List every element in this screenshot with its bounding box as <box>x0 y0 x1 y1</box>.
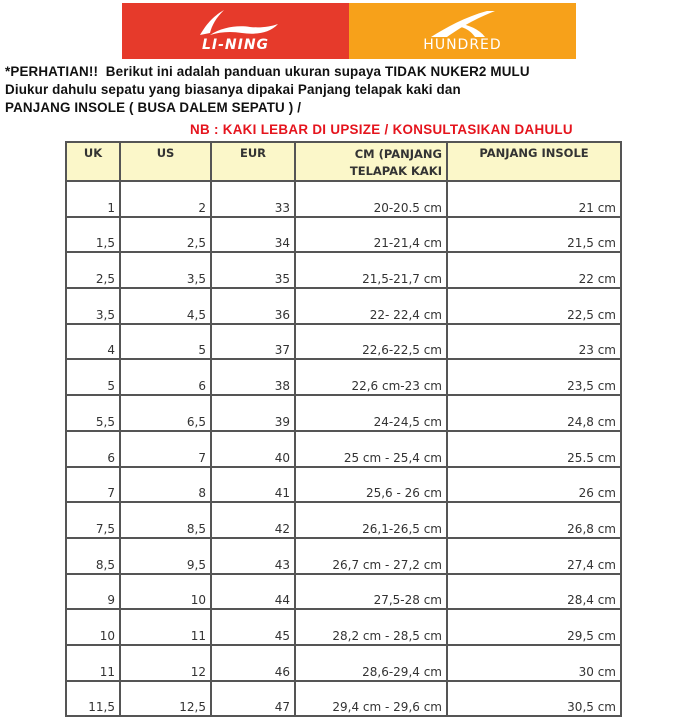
cell-us: 6,5 <box>120 395 211 431</box>
notice-line: Diukur dahulu sepatu yang biasanya dipakai Panjang telapak kaki dan <box>5 82 461 97</box>
cell-us: 11 <box>120 609 211 645</box>
cell-eur: 44 <box>211 574 295 610</box>
cell-eur: 46 <box>211 645 295 681</box>
cell-us: 8 <box>120 467 211 503</box>
cell-cm: 20-20.5 cm <box>295 181 447 217</box>
table-row <box>66 538 621 574</box>
cell-uk: 1,5 <box>66 217 120 253</box>
cell-uk: 2,5 <box>66 252 120 288</box>
cell-eur: 33 <box>211 181 295 217</box>
cell-uk: 8,5 <box>66 538 120 574</box>
cell-us: 4,5 <box>120 288 211 324</box>
brand-hundred <box>349 3 576 59</box>
cell-uk: 11 <box>66 645 120 681</box>
header-insole-length: PANJANG INSOLE <box>447 142 621 181</box>
table-row <box>66 181 621 217</box>
cell-insole: 26,8 cm <box>447 502 621 538</box>
cell-insole: 21 cm <box>447 181 621 217</box>
cell-insole: 22,5 cm <box>447 288 621 324</box>
cell-insole: 28,4 cm <box>447 574 621 610</box>
cell-cm: 22,6 cm-23 cm <box>295 359 447 395</box>
notice-line: PANJANG INSOLE ( BUSA DALEM SEPATU ) / <box>5 100 302 115</box>
cell-eur: 38 <box>211 359 295 395</box>
cell-uk: 10 <box>66 609 120 645</box>
table-row <box>66 681 621 717</box>
cell-eur: 39 <box>211 395 295 431</box>
cell-us: 10 <box>120 574 211 610</box>
cell-insole: 23 cm <box>447 324 621 360</box>
cell-insole: 23,5 cm <box>447 359 621 395</box>
cell-cm: 21-21,4 cm <box>295 217 447 253</box>
cell-cm: 28,2 cm - 28,5 cm <box>295 609 447 645</box>
table-row <box>66 288 621 324</box>
brand-li-ning <box>122 3 349 59</box>
cell-us: 12 <box>120 645 211 681</box>
cell-eur: 45 <box>211 609 295 645</box>
cell-uk: 4 <box>66 324 120 360</box>
brand-banner <box>122 3 576 59</box>
cell-uk: 5,5 <box>66 395 120 431</box>
cell-insole: 27,4 cm <box>447 538 621 574</box>
cell-uk: 1 <box>66 181 120 217</box>
cell-eur: 40 <box>211 431 295 467</box>
nb-warning: NB : KAKI LEBAR DI UPSIZE / KONSULTASIKAN DAHULU <box>190 122 573 137</box>
cell-uk: 7,5 <box>66 502 120 538</box>
cell-insole: 24,8 cm <box>447 395 621 431</box>
cell-cm: 21,5-21,7 cm <box>295 252 447 288</box>
cell-insole: 26 cm <box>447 467 621 503</box>
cell-us: 5 <box>120 324 211 360</box>
hundred-logo-icon <box>417 7 509 37</box>
header-uk: UK <box>66 142 120 181</box>
cell-us: 2 <box>120 181 211 217</box>
table-row <box>66 252 621 288</box>
cell-insole: 30 cm <box>447 645 621 681</box>
table-row <box>66 217 621 253</box>
table-row <box>66 431 621 467</box>
cell-cm: 25 cm - 25,4 cm <box>295 431 447 467</box>
cell-us: 12,5 <box>120 681 211 717</box>
cell-eur: 36 <box>211 288 295 324</box>
cell-eur: 43 <box>211 538 295 574</box>
cell-eur: 35 <box>211 252 295 288</box>
li-ning-logo-icon <box>190 7 282 37</box>
cell-cm: 25,6 - 26 cm <box>295 467 447 503</box>
cell-us: 7 <box>120 431 211 467</box>
table-row <box>66 574 621 610</box>
cell-uk: 6 <box>66 431 120 467</box>
notice-line: *PERHATIAN!! Berikut ini adalah panduan ukuran supaya TIDAK NUKER2 MULU <box>5 64 530 79</box>
cell-us: 3,5 <box>120 252 211 288</box>
header-cm-foot-length: CM (PANJANG TELAPAK KAKI <box>295 142 447 181</box>
table-row <box>66 467 621 503</box>
cell-us: 6 <box>120 359 211 395</box>
cell-us: 9,5 <box>120 538 211 574</box>
cell-uk: 5 <box>66 359 120 395</box>
cell-cm: 26,1-26,5 cm <box>295 502 447 538</box>
cell-cm: 29,4 cm - 29,6 cm <box>295 681 447 717</box>
table-header-row <box>66 142 621 181</box>
cell-cm: 22- 22,4 cm <box>295 288 447 324</box>
brand-name: HUNDRED <box>423 37 502 53</box>
cell-eur: 37 <box>211 324 295 360</box>
cell-us: 8,5 <box>120 502 211 538</box>
table-row <box>66 502 621 538</box>
cell-eur: 41 <box>211 467 295 503</box>
header-eur: EUR <box>211 142 295 181</box>
cell-uk: 7 <box>66 467 120 503</box>
cell-uk: 9 <box>66 574 120 610</box>
cell-cm: 22,6-22,5 cm <box>295 324 447 360</box>
table-row <box>66 324 621 360</box>
cell-us: 2,5 <box>120 217 211 253</box>
table-row <box>66 609 621 645</box>
cell-uk: 11,5 <box>66 681 120 717</box>
size-chart-table <box>65 141 622 717</box>
cell-insole: 25.5 cm <box>447 431 621 467</box>
cell-cm: 27,5-28 cm <box>295 574 447 610</box>
cell-cm: 28,6-29,4 cm <box>295 645 447 681</box>
header-us: US <box>120 142 211 181</box>
cell-uk: 3,5 <box>66 288 120 324</box>
notice-text <box>5 63 700 117</box>
cell-eur: 42 <box>211 502 295 538</box>
cell-insole: 21,5 cm <box>447 217 621 253</box>
cell-cm: 24-24,5 cm <box>295 395 447 431</box>
table-row <box>66 395 621 431</box>
cell-insole: 22 cm <box>447 252 621 288</box>
table-row <box>66 645 621 681</box>
cell-eur: 34 <box>211 217 295 253</box>
brand-name: LI-NING <box>201 37 270 53</box>
cell-insole: 30,5 cm <box>447 681 621 717</box>
cell-eur: 47 <box>211 681 295 717</box>
table-row <box>66 359 621 395</box>
cell-insole: 29,5 cm <box>447 609 621 645</box>
cell-cm: 26,7 cm - 27,2 cm <box>295 538 447 574</box>
